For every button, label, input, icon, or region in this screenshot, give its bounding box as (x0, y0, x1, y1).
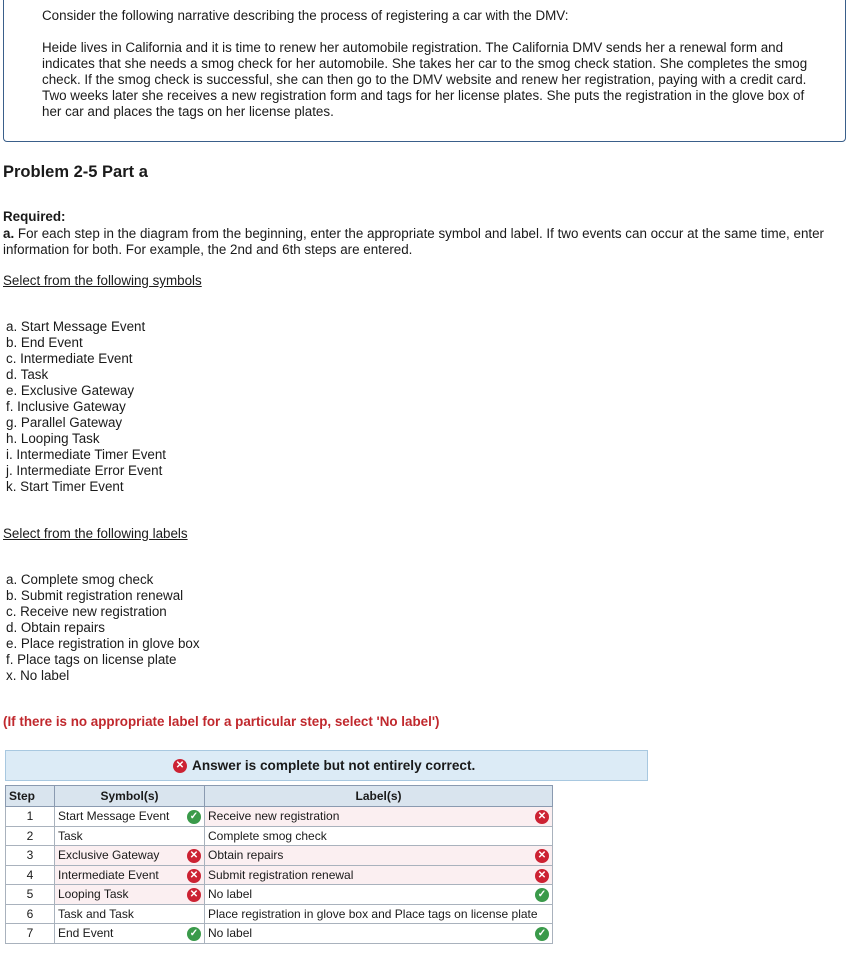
symbol-cell[interactable] (55, 865, 205, 885)
incorrect-icon: ✕ (173, 759, 187, 773)
label-value: Complete smog check (208, 828, 327, 843)
required-label: Required: (3, 209, 66, 224)
table-row (6, 885, 553, 905)
incorrect-x-icon: ✕ (535, 849, 549, 863)
symbol-option: h. Looping Task (6, 431, 100, 446)
label-cell[interactable] (205, 924, 553, 944)
incorrect-x-icon: ✕ (187, 888, 201, 902)
label-cell[interactable] (205, 807, 553, 827)
narrative-text: Heide lives in California and it is time to renew her automobile registration. The California DMV sends her a renewal form and indicates that she needs a smog check for her automobile. She takes her car to the smog check station. She completes the smog check. If the smog check is successful, she can then go to the DMV website and renew her registration, paying with a credit card. Two weeks later she receives a new registration form and tags for her license plates. She puts the registration in the glove box of her car and places the tags on her license plates. (42, 40, 808, 119)
result-banner-text: Answer is complete but not entirely correct. (192, 758, 476, 773)
labels-link[interactable]: Select from the following labels (3, 526, 188, 541)
symbol-value: Looping Task (58, 887, 129, 902)
symbol-cell[interactable] (55, 924, 205, 944)
correct-check-icon: ✓ (535, 927, 549, 941)
symbol-cell[interactable] (55, 904, 205, 924)
symbol-option: c. Intermediate Event (6, 351, 133, 366)
step-cell: 6 (6, 904, 55, 924)
label-option: f. Place tags on license plate (6, 652, 177, 667)
step-cell: 7 (6, 924, 55, 944)
label-cell[interactable] (205, 885, 553, 905)
correct-check-icon: ✓ (187, 810, 201, 824)
symbol-cell[interactable] (55, 807, 205, 827)
symbol-cell[interactable] (55, 826, 205, 846)
answer-table (5, 785, 553, 944)
symbol-cell[interactable] (55, 846, 205, 866)
label-option: c. Receive new registration (6, 604, 167, 619)
label-cell[interactable] (205, 846, 553, 866)
label-value: No label (208, 887, 253, 902)
symbol-option: b. End Event (6, 335, 83, 350)
label-value: Receive new registration (208, 809, 340, 824)
table-row (6, 826, 553, 846)
symbol-value: Start Message Event (58, 809, 170, 824)
table-row (6, 924, 553, 944)
labels-list (6, 572, 200, 684)
step-cell: 5 (6, 885, 55, 905)
required-text (3, 226, 843, 258)
step-cell: 2 (6, 826, 55, 846)
label-value: Place registration in glove box and Place tags on license plate (208, 906, 538, 921)
result-banner (5, 750, 648, 781)
label-option: x. No label (6, 668, 70, 683)
symbol-option: e. Exclusive Gateway (6, 383, 135, 398)
no-label-note: (If there is no appropriate label for a particular step, select 'No label') (3, 714, 440, 729)
label-option: b. Submit registration renewal (6, 588, 184, 603)
column-header-labels: Label(s) (205, 786, 553, 807)
label-cell[interactable] (205, 865, 553, 885)
narrative-intro: Consider the following narrative describing the process of registering a car with the DMV: (42, 8, 569, 23)
symbol-option: f. Inclusive Gateway (6, 399, 126, 414)
correct-check-icon: ✓ (187, 927, 201, 941)
correct-check-icon: ✓ (535, 888, 549, 902)
symbols-list (6, 319, 166, 495)
symbols-link[interactable]: Select from the following symbols (3, 273, 202, 288)
incorrect-x-icon: ✕ (187, 849, 201, 863)
label-value: No label (208, 926, 253, 941)
symbol-value: Task (58, 828, 83, 843)
table-row (6, 807, 553, 827)
step-cell: 3 (6, 846, 55, 866)
incorrect-x-icon: ✕ (535, 810, 549, 824)
label-cell[interactable] (205, 904, 553, 924)
symbol-option: a. Start Message Event (6, 319, 146, 334)
label-cell[interactable] (205, 826, 553, 846)
symbol-value: Task and Task (58, 906, 134, 921)
table-row (6, 865, 553, 885)
symbol-option: i. Intermediate Timer Event (6, 447, 167, 462)
label-option: d. Obtain repairs (6, 620, 105, 635)
table-row (6, 904, 553, 924)
column-header-symbols: Symbol(s) (55, 786, 205, 807)
symbol-value: Intermediate Event (58, 867, 159, 882)
symbol-option: d. Task (6, 367, 49, 382)
label-value: Submit registration renewal (208, 867, 354, 882)
required-prefix: a. (3, 226, 15, 241)
label-option: a. Complete smog check (6, 572, 154, 587)
symbol-cell[interactable] (55, 885, 205, 905)
incorrect-x-icon: ✕ (535, 869, 549, 883)
column-header-step: Step (6, 786, 55, 807)
incorrect-x-icon: ✕ (187, 869, 201, 883)
table-row (6, 846, 553, 866)
symbol-option: k. Start Timer Event (6, 479, 124, 494)
step-cell: 1 (6, 807, 55, 827)
required-instructions: For each step in the diagram from the beginning, enter the appropriate symbol and label. If two events can occur at the same time, enter information for both. For example, the 2nd and 6th steps are entered. (3, 226, 825, 257)
symbol-value: End Event (58, 926, 114, 941)
symbol-option: g. Parallel Gateway (6, 415, 123, 430)
symbol-option: j. Intermediate Error Event (6, 463, 163, 478)
label-option: e. Place registration in glove box (6, 636, 200, 651)
step-cell: 4 (6, 865, 55, 885)
label-value: Obtain repairs (208, 848, 284, 863)
symbol-value: Exclusive Gateway (58, 848, 160, 863)
problem-title: Problem 2-5 Part a (3, 163, 148, 181)
